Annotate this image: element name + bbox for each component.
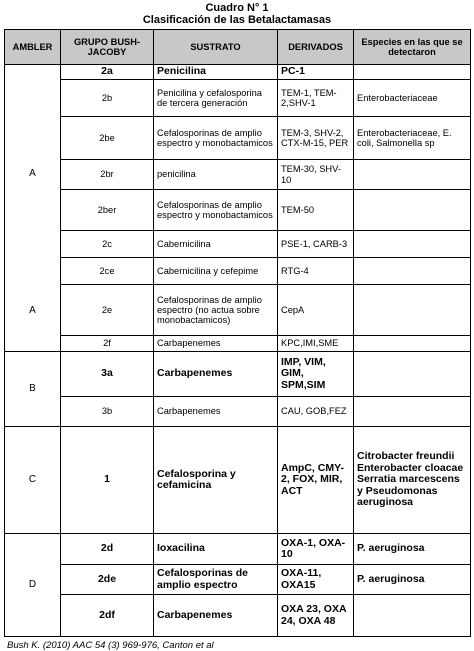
derivados-cell: PC-1: [278, 65, 354, 80]
ambler-label-a2: A: [29, 305, 36, 317]
grupo-cell: 3b: [61, 397, 154, 427]
ambler-class-d-cell: D: [5, 534, 61, 637]
table-row: [5, 190, 471, 231]
header-grupo: GRUPO BUSH-JACOBY: [61, 30, 154, 65]
ambler-class-c-cell: C: [5, 427, 61, 534]
especies-cell: P. aeruginosa: [354, 565, 471, 595]
table-row: [5, 595, 471, 637]
sustrato-cell: Cefalosporinas de amplio espectro y monobactamicos: [154, 117, 278, 160]
grupo-cell: 1: [61, 427, 154, 534]
derivados-cell: OXA-11, OXA15: [278, 565, 354, 595]
derivados-cell: TEM-50: [278, 190, 354, 231]
sustrato-cell: Cefalosporina y cefamicina: [154, 427, 278, 534]
table-title: Cuadro N° 1: [205, 2, 269, 14]
table-subtitle: Clasificación de las Betalactamasas: [142, 14, 332, 26]
table-header-row: [5, 30, 471, 65]
table-row: [5, 285, 471, 336]
sustrato-cell: Cabernicilina y cefepime: [154, 258, 278, 285]
derivados-cell: OXA-1, OXA-10: [278, 534, 354, 565]
especies-cell: Citrobacter freundii Enterobacter cloacae Serratia marcescens y Pseudomonas aeruginosa: [354, 427, 471, 534]
derivados-cell: TEM-30, SHV-10: [278, 160, 354, 190]
derivados-cell: CAU, GOB,FEZ: [278, 397, 354, 427]
betalactamase-table: [4, 29, 471, 637]
grupo-cell: 2d: [61, 534, 154, 565]
header-derivados: DERIVADOS: [278, 30, 354, 65]
sustrato-cell: Penicilina y cefalosporina de tercera generación: [154, 80, 278, 117]
table-row: [5, 258, 471, 285]
grupo-cell: 2be: [61, 117, 154, 160]
sustrato-cell: Cabernicilina: [154, 231, 278, 258]
grupo-cell: 2e: [61, 285, 154, 336]
table-row: [5, 80, 471, 117]
grupo-cell: 2de: [61, 565, 154, 595]
derivados-cell: IMP, VIM, GIM, SPM,SIM: [278, 352, 354, 397]
derivados-cell: PSE-1, CARB-3: [278, 231, 354, 258]
sustrato-cell: Penicilina: [154, 65, 278, 80]
grupo-cell: 2ce: [61, 258, 154, 285]
sustrato-cell: penicilina: [154, 160, 278, 190]
table-row: [5, 336, 471, 352]
table-row: [5, 397, 471, 427]
ambler-class-b-cell: B: [5, 352, 61, 427]
grupo-cell: 2a: [61, 65, 154, 80]
especies-cell: [354, 336, 471, 352]
especies-cell: [354, 231, 471, 258]
sustrato-cell: Carbapenemes: [154, 352, 278, 397]
table-row: [5, 231, 471, 258]
header-sustrato: SUSTRATO: [154, 30, 278, 65]
grupo-cell: 2c: [61, 231, 154, 258]
especies-cell: [354, 285, 471, 336]
sustrato-cell: Cefalosporinas de amplio espectro: [154, 565, 278, 595]
especies-cell: [354, 258, 471, 285]
especies-cell: Enterobacteriaceae, E. coli, Salmonella sp: [354, 117, 471, 160]
table-row: [5, 427, 471, 534]
especies-cell: [354, 595, 471, 637]
grupo-cell: 2f: [61, 336, 154, 352]
table-row: [5, 65, 471, 80]
ambler-class-a-cell: [5, 65, 61, 352]
grupo-cell: 2ber: [61, 190, 154, 231]
especies-cell: [354, 160, 471, 190]
grupo-cell: 3a: [61, 352, 154, 397]
derivados-cell: TEM-3, SHV-2, CTX-M-15, PER: [278, 117, 354, 160]
sustrato-cell: Carbapenemes: [154, 595, 278, 637]
header-ambler: AMBLER: [5, 30, 61, 65]
table-row: [5, 565, 471, 595]
derivados-cell: KPC,IMI,SME: [278, 336, 354, 352]
especies-cell: P. aeruginosa: [354, 534, 471, 565]
especies-cell: [354, 190, 471, 231]
table-row: [5, 534, 471, 565]
header-especies: Especies en las que se detectaron: [354, 30, 471, 65]
table-row: [5, 352, 471, 397]
grupo-cell: 2df: [61, 595, 154, 637]
sustrato-cell: Cefalosporinas de amplio espectro y monobactamicos: [154, 190, 278, 231]
derivados-cell: TEM-1, TEM-2,SHV-1: [278, 80, 354, 117]
derivados-cell: CepA: [278, 285, 354, 336]
grupo-cell: 2br: [61, 160, 154, 190]
sustrato-cell: Cefalosporinas de amplio espectro (no actua sobre monobactamicos): [154, 285, 278, 336]
grupo-cell: 2b: [61, 80, 154, 117]
source-citation: Bush K. (2010) AAC 54 (3) 969-976, Canton et al: [7, 640, 214, 651]
derivados-cell: RTG-4: [278, 258, 354, 285]
sustrato-cell: Ioxacilina: [154, 534, 278, 565]
table-row: [5, 160, 471, 190]
sustrato-cell: Carbapenemes: [154, 397, 278, 427]
ambler-label-a1: A: [29, 168, 36, 179]
especies-cell: [354, 65, 471, 80]
derivados-cell: AmpC, CMY-2, FOX, MIR, ACT: [278, 427, 354, 534]
derivados-cell: OXA 23, OXA 24, OXA 48: [278, 595, 354, 637]
especies-cell: Enterobacteriaceae: [354, 80, 471, 117]
sustrato-cell: Carbapenemes: [154, 336, 278, 352]
table-row: [5, 117, 471, 160]
especies-cell: [354, 397, 471, 427]
especies-cell: [354, 352, 471, 397]
